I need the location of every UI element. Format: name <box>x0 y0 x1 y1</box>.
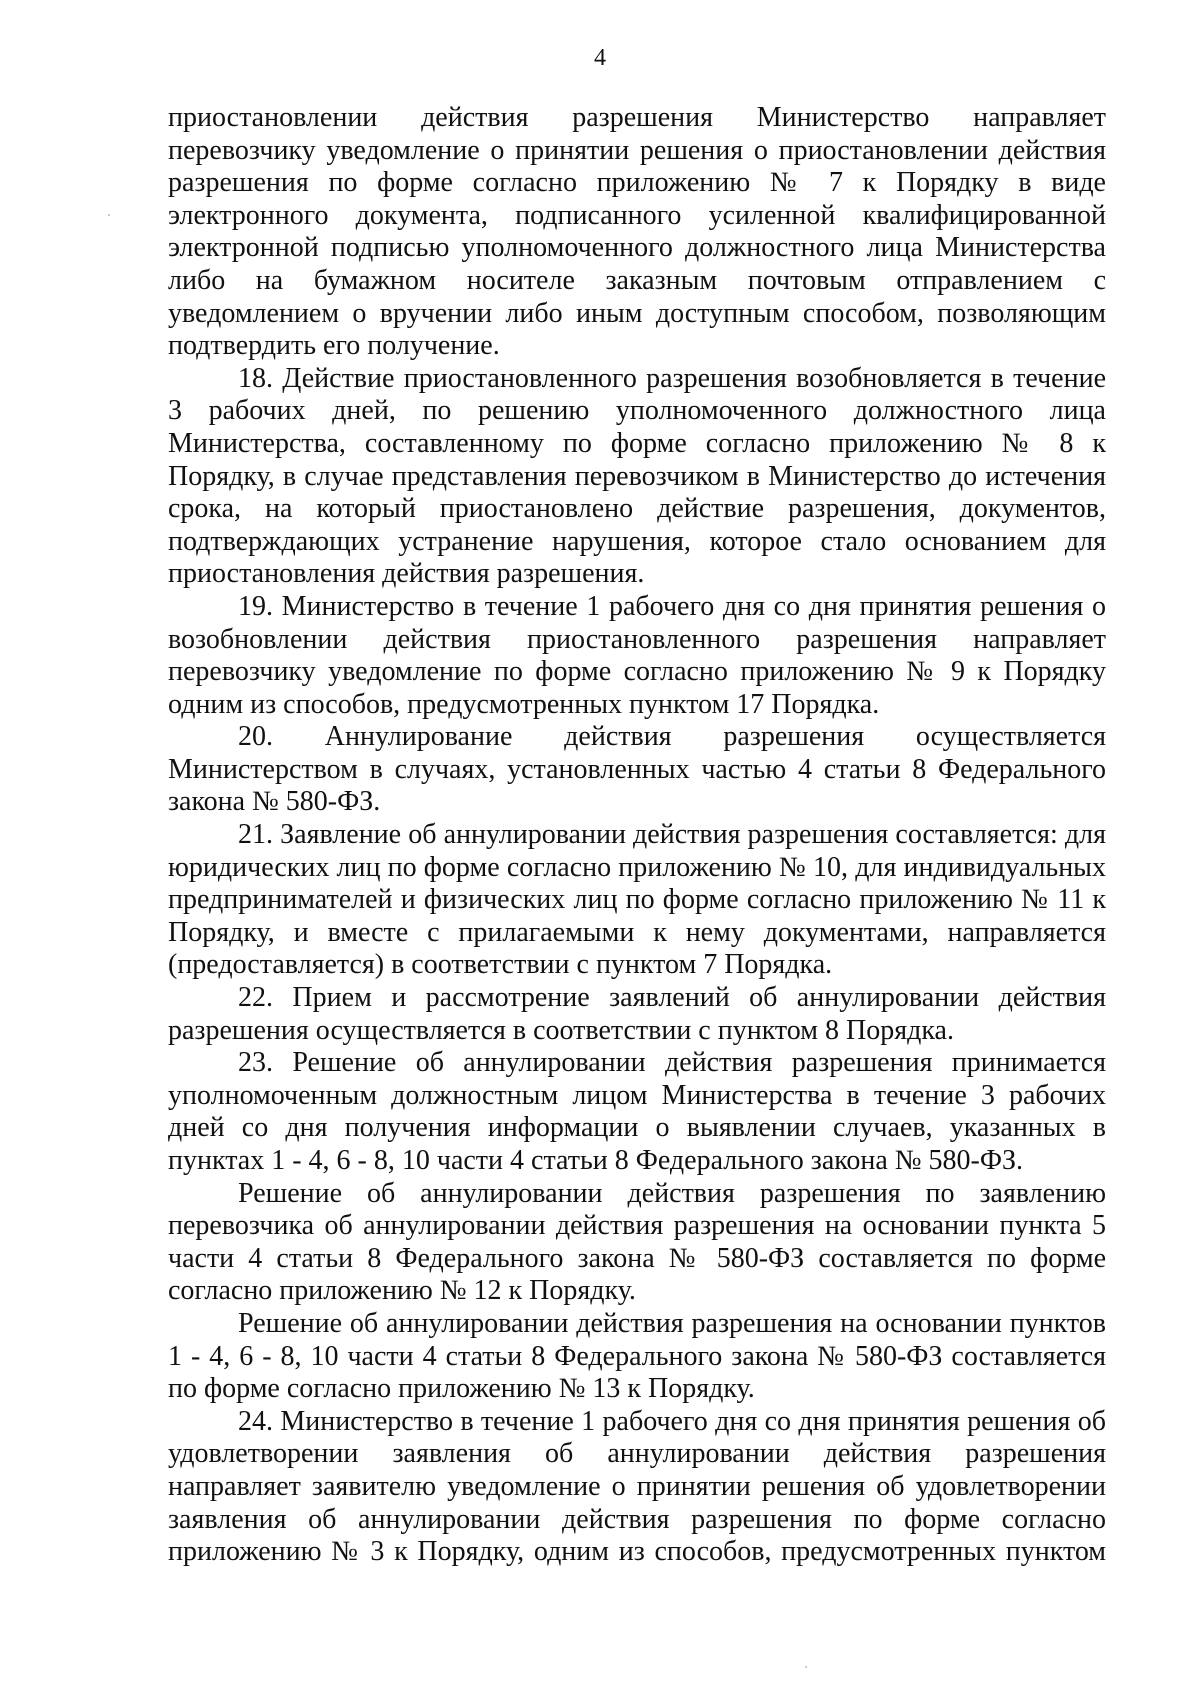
paragraph-20: 20. Аннулирование действия разрешения осуществляется Министерством в случаях, установленных частью 4 статьи 8 Федерального закона № 580-ФЗ. <box>168 721 1106 818</box>
paragraph-23: 23. Решение об аннулировании действия разрешения принимается уполномоченным должностным лицом Министерства в течение 3 рабочих дней со дня получения информации о выявлении случаев, указанных в пунктах 1 - 4, 6 - 8, 10 части 4 статьи 8 Федерального закона № 580-ФЗ. <box>168 1047 1106 1176</box>
paragraph-22: 22. Прием и рассмотрение заявлений об аннулировании действия разрешения осуществляется в соответствии с пунктом 8 Порядка. <box>168 982 1106 1046</box>
scan-dot <box>108 214 110 216</box>
paragraph-24: 24. Министерство в течение 1 рабочего дня со дня принятия решения об удовлетворении заявления об аннулировании действия разрешения направляет заявителю уведомление о принятии решения об удовлетворении заявления об аннулировании действия разрешения по форме согласно приложению № 3 к Порядку, одним из способов, предусмотренных пунктом <box>168 1405 1106 1568</box>
document-body <box>168 102 1106 1569</box>
paragraph-23-part-2: Решение об аннулировании действия разрешения по заявлению перевозчика об аннулировании действия разрешения на основании пункта 5 части 4 статьи 8 Федерального закона № 580-ФЗ составляется по форме согласно приложению № 12 к Порядку. <box>168 1177 1106 1307</box>
scan-dot <box>805 1666 807 1668</box>
paragraph-18: 18. Действие приостановленного разрешения возобновляется в течение 3 рабочих дней, по решению уполномоченного должностного лица Министерства, составленному по форме согласно приложению № 8 к Порядку, в случае представления перевозчиком в Министерство до истечения срока, на который приостановлено действие разрешения, документов, подтверждающих устранение нарушения, которое стало основанием для приостановления действия разрешения. <box>168 362 1106 590</box>
paragraph-21: 21. Заявление об аннулировании действия разрешения составляется: для юридических лиц по форме согласно приложению № 10, для индивидуальных предпринимателей и физических лиц по форме согласно приложению № 11 к Порядку, и вместе с прилагаемыми к нему документами, направляется (предоставляется) в соответствии с пунктом 7 Порядка. <box>168 819 1106 981</box>
page-number: 4 <box>594 45 606 71</box>
paragraph-19: 19. Министерство в течение 1 рабочего дня со дня принятия решения о возобновлении действия приостановленного разрешения направляет перевозчику уведомление по форме согласно приложению № 9 к Порядку одним из способов, предусмотренных пунктом 17 Порядка. <box>168 590 1106 720</box>
paragraph-23-part-3: Решение об аннулировании действия разрешения на основании пунктов 1 - 4, 6 - 8, 10 части 4 статьи 8 Федерального закона № 580-ФЗ составляется по форме согласно приложению № 13 к Порядку. <box>168 1307 1106 1405</box>
paragraph-continuation: приостановлении действия разрешения Министерство направляет перевозчику уведомление о принятии решения о приостановлении действия разрешения по форме согласно приложению № 7 к Порядку в виде электронного документа, подписанного усиленной квалифицированной электронной подписью уполномоченного должностного лица Министерства либо на бумажном носителе заказным почтовым отправлением с уведомлением о вручении либо иным доступным способом, позволяющим подтвердить его получение. <box>168 102 1106 362</box>
